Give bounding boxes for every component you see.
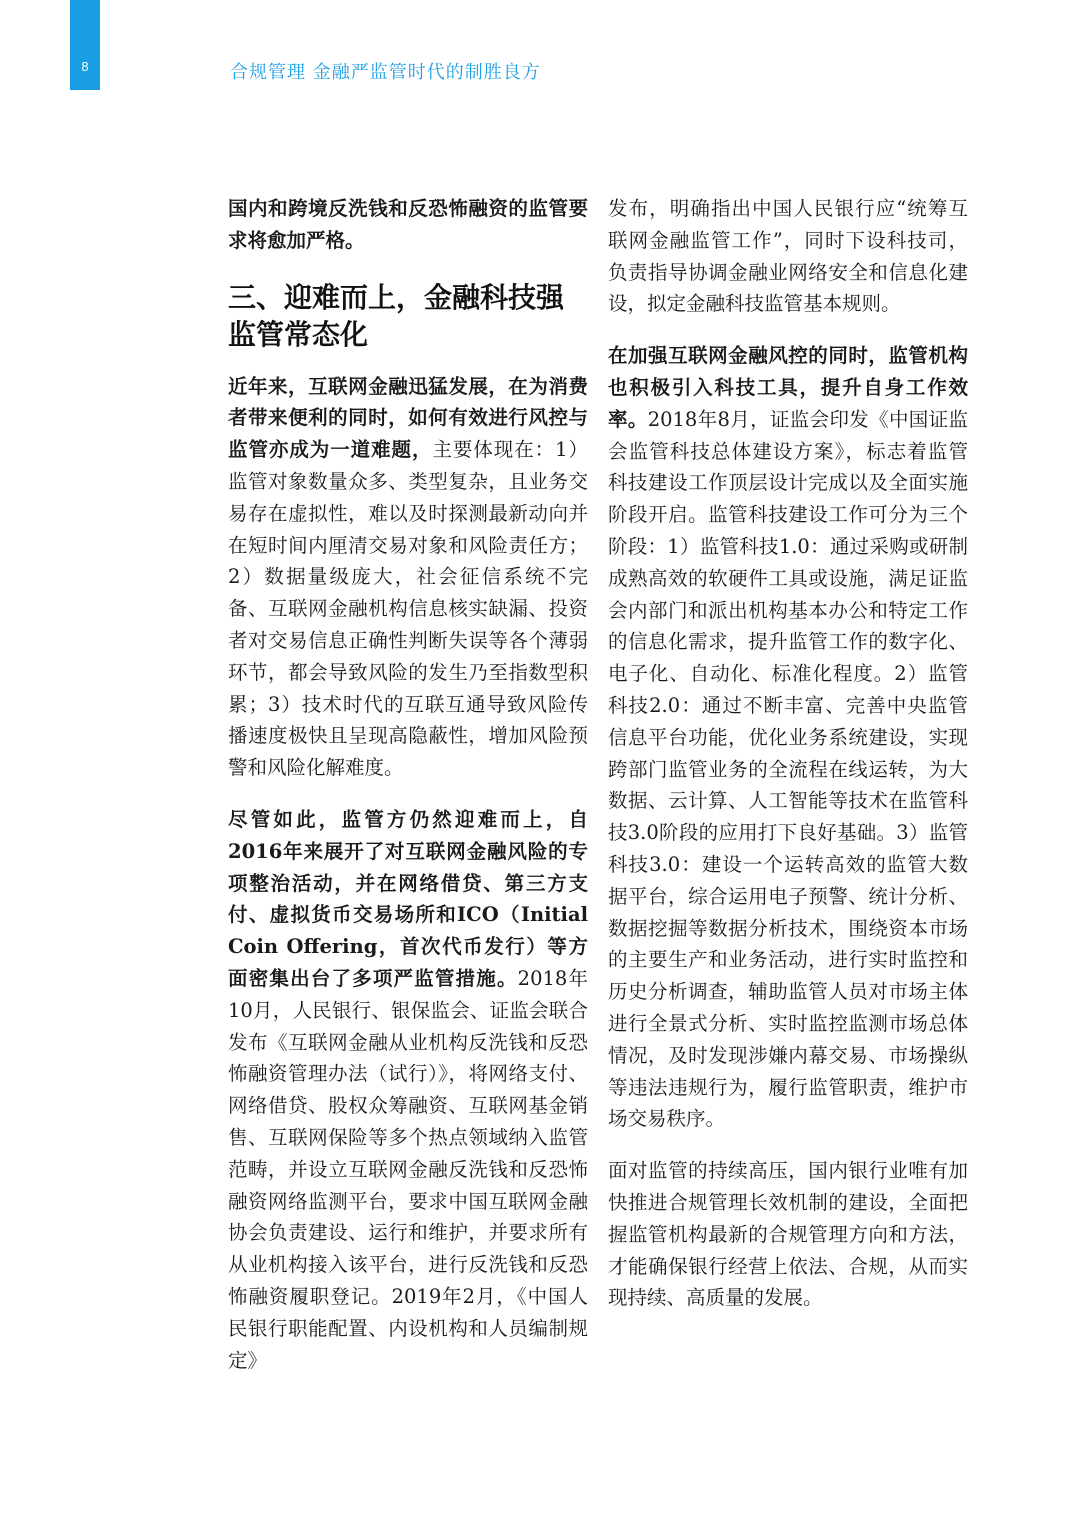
paragraph-lead-bold: 在加强互联网金融风控的同时，监管机构也积极引入科技工具，提升自身工作效率。 [608,344,968,431]
left-column [228,193,588,1376]
paragraph-continuation: 发布，明确指出中国人民银行应“统筹互联网金融监管工作”，同时下设科技司，负责指导协调金融业网络安全和信息化建设，拟定金融科技监管基本规则。 [608,197,968,316]
paragraph-lead-bold: 近年来，互联网金融迅猛发展，在为消费者带来便利的同时，如何有效进行风控与监管亦成为一道难题， [228,374,588,462]
paragraph-body: 2018年10月，人民银行、银保监会、证监会联合发布《互联网金融从业机构反洗钱和反恐怖融资管理办法（试行）》，将网络支付、网络借贷、股权众筹融资、互联网基金销售、互联网保险等多个热点领域纳入监管范畴，并设立互联网金融反洗钱和反恐怖融资网络监测平台，要求中国互联网金融协会负责建设、运行和维护，并要求所有从业机构接入该平台，进行反洗钱和反恐怖融资履职登记。2019年2月，《中国人民银行职能配置、内设机构和人员编制规定》 [228,966,588,1372]
paragraph-regulation [228,804,588,1376]
intro-paragraph: 国内和跨境反洗钱和反恐怖融资的监管要求将愈加严格。 [228,197,588,252]
page-number-tab [70,0,100,90]
paragraph-conclusion: 面对监管的持续高压，国内银行业唯有加快推进合规管理长效机制的建设，全面把握监管机构最新的合规管理方向和方法，才能确保银行经营上依法、合规，从而实现持续、高质量的发展。 [608,1159,968,1310]
paragraph-body: 主要体现在：1）监管对象数量众多、类型复杂，且业务交易存在虚拟性，难以及时探测最新动向并在短时间内厘清交易对象和风险责任方；2）数据量级庞大，社会征信系统不完备、互联网金融机构信息核实缺漏、投资者对交易信息正确性判断失误等各个薄弱环节，都会导致风险的发生乃至指数型积累；3）技术时代的互联互通导致风险传播速度极快且呈现高隐蔽性，增加风险预警和风险化解难度。 [228,438,588,780]
right-column [608,193,968,1314]
running-header-title: 合规管理 金融严监管时代的制胜良方 [230,62,541,83]
paragraph-regtech [608,340,968,1135]
section-heading: 三、迎难而上，金融科技强监管常态化 [228,280,565,351]
paragraph-body: 2018年8月，证监会印发《中国证监会监管科技总体建设方案》，标志着监管科技建设工作顶层设计完成以及全面实施阶段开启。监管科技建设工作可分为三个阶段：1）监管科技1.0：通过采购或研制成熟高效的软硬件工具或设施，满足证监会内部门和派出机构基本办公和特定工作的信息化需求，提升监管工作的数字化、电子化、自动化、标准化程度。2）监管科技2.0：通过不断丰富、完善中央监管信息平台功能，优化业务系统建设，实现跨部门监管业务的全流程在线运转，为大数据、云计算、人工智能等技术在监管科技3.0阶段的应用打下良好基础。3）监管科技3.0：建设一个运转高效的监管大数据平台，综合运用电子预警、统计分析、数据挖掘等数据分析技术，围绕资本市场的主要生产和业务活动，进行实时监控和历史分析调查，辅助监管人员对市场主体进行全景式分析、实时监控监测市场总体情况，及时发现涉嫌内幕交易、市场操纵等违法违规行为，履行监管职责，维护市场交易秩序。 [608,407,968,1131]
page-number: 8 [81,59,89,74]
paragraph-lead-bold: 尽管如此，监管方仍然迎难而上，自2016年来展开了对互联网金融风险的专项整治活动，并在网络借贷、第三方支付、虚拟货币交易场所和ICO（Initial Coin Offering，首次代币发行）等方面密集出台了多项严监管措施。 [228,807,588,990]
paragraph-challenges [228,371,588,784]
